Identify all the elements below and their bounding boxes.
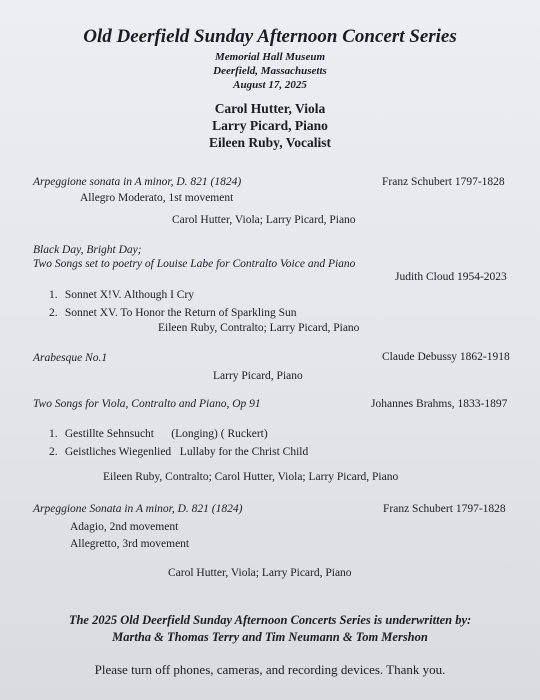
composer: Johannes Brahms, 1833-1897 — [371, 398, 508, 410]
performer-1: Carol Hutter, Viola — [214, 101, 326, 116]
work-subtitle: Two Songs set to poetry of Louise Labe for Contralto Voice and Piano — [33, 258, 356, 270]
page-title: Old Deerfield Sunday Afternoon Concert Series — [83, 26, 457, 47]
work-title: Arpeggione sonata in A minor, D. 821 (1824) — [33, 176, 242, 188]
movement: Allegretto, 3rd movement — [70, 538, 190, 550]
underwriter-line: The 2025 Old Deerfield Sunday Afternoon Concerts Series is underwritten by: — [68, 613, 472, 627]
movement: Adagio, 2nd movement — [70, 521, 179, 533]
location: Deerfield, Massachusetts — [213, 65, 327, 77]
performers-line: Eileen Ruby, Contralto; Larry Picard, Piano — [158, 322, 360, 334]
performers-line: Carol Hutter, Viola; Larry Picard, Piano — [168, 567, 352, 579]
underwriter-names: Martha & Thomas Terry and Tim Neumann & Tom Mershon — [112, 630, 428, 644]
performers-line: Carol Hutter, Viola; Larry Picard, Piano — [172, 214, 356, 226]
composer: Franz Schubert 1797-1828 — [383, 503, 506, 515]
device-notice: Please turn off phones, cameras, and recording devices. Thank you. — [94, 662, 446, 677]
concert-date: August 17, 2025 — [233, 79, 307, 91]
work-title: Arpeggione Sonata in A minor, D. 821 (1824) — [33, 503, 243, 515]
work-title: Two Songs for Viola, Contralto and Piano, Op 91 — [33, 398, 261, 410]
composer: Claude Debussy 1862-1918 — [382, 351, 510, 363]
song-list — [49, 289, 297, 325]
movement: Allegro Moderato, 1st movement — [80, 192, 234, 204]
composer: Judith Cloud 1954-2023 — [395, 271, 507, 283]
performer-3: Eileen Ruby, Vocalist — [209, 135, 331, 150]
performers-line: Eileen Ruby, Contralto; Carol Hutter, Viola; Larry Picard, Piano — [103, 471, 399, 483]
list-item: 1. Sonnet X!V. Although I Cry — [49, 289, 195, 301]
list-item: 2. Geistliches Wiegenlied Lullaby for the Christ Child — [49, 446, 309, 458]
list-item: 2. Sonnet XV. To Honor the Return of Sparkling Sun — [49, 307, 297, 319]
song-list — [49, 428, 308, 464]
list-item: 1. Gestillte Sehnsucht (Longing) ( Ruckert) — [49, 428, 268, 440]
composer: Franz Schubert 1797-1828 — [382, 176, 505, 188]
venue: Memorial Hall Museum — [214, 51, 326, 63]
work-title: Arabesque No.1 — [33, 352, 108, 364]
performers-line: Larry Picard, Piano — [213, 370, 303, 382]
work-title: Black Day, Bright Day; — [33, 244, 142, 256]
performer-2: Larry Picard, Piano — [212, 118, 328, 133]
